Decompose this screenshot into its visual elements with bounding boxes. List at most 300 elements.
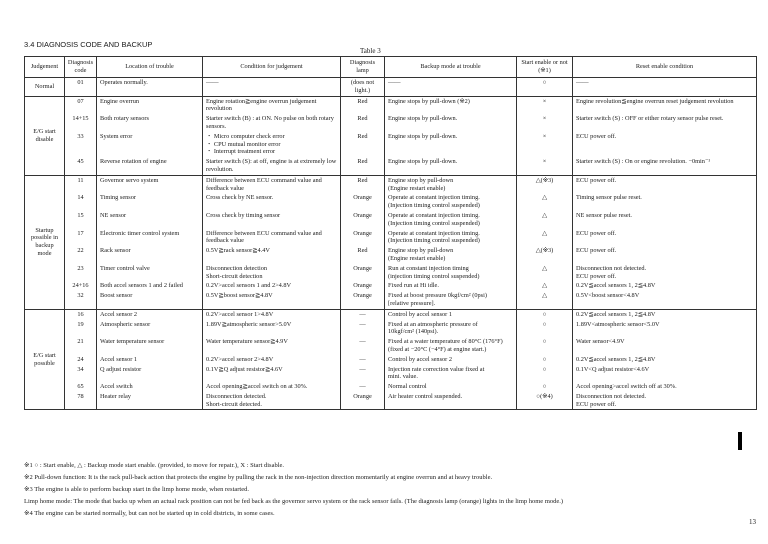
location-cell — [97, 193, 203, 211]
location-cell-line: Accel sensor 1 — [100, 355, 138, 363]
start-cell — [517, 320, 573, 338]
table-row — [25, 211, 757, 229]
backup-cell-line: Engine stop by pull-down — [388, 176, 454, 184]
code-cell — [65, 78, 97, 97]
header-location: Location of trouble — [97, 57, 203, 78]
backup-cell-line: Control by accel sensor 2 — [388, 355, 453, 363]
lamp-cell-line: — — [359, 365, 366, 373]
backup-cell-line: Fixed at boost pressure 0kgf/cm² (0psi) — [388, 292, 487, 300]
code-cell-line: 16 — [77, 310, 84, 318]
code-cell — [65, 193, 97, 211]
reset-cell — [573, 264, 757, 282]
reset-cell-line: Water sensor<4.9V — [576, 338, 625, 346]
lamp-cell — [341, 291, 385, 309]
backup-cell-line: (Engine restart enable) — [388, 184, 446, 192]
table-row — [25, 382, 757, 392]
start-cell — [517, 264, 573, 282]
start-cell-line: △ — [542, 229, 547, 237]
condition-cell — [203, 175, 341, 193]
condition-cell-line: 0.2V>accel sensor 2>4.8V — [206, 355, 274, 363]
judgement-cell: E/G start disable — [25, 96, 65, 175]
condition-cell — [203, 132, 341, 157]
reset-cell — [573, 175, 757, 193]
start-cell-line: ○ — [542, 383, 547, 391]
code-cell-line: 14 — [77, 194, 84, 202]
judgement-cell: E/G start possible — [25, 309, 65, 410]
lamp-cell-line: Orange — [353, 392, 372, 400]
location-cell-line: Atmospheric sensor — [100, 320, 151, 328]
start-cell — [517, 78, 573, 97]
location-cell-line: Electronic timer control system — [100, 229, 180, 237]
diagnosis-table — [24, 56, 757, 410]
lamp-cell — [341, 392, 385, 410]
code-cell — [65, 309, 97, 319]
lamp-cell-line: Red — [357, 158, 368, 166]
reset-cell — [573, 78, 757, 97]
location-cell-line: Engine overrun — [100, 97, 139, 105]
condition-cell — [203, 114, 341, 132]
location-cell — [97, 114, 203, 132]
reset-cell — [573, 355, 757, 365]
code-cell — [65, 392, 97, 410]
reset-cell — [573, 320, 757, 338]
code-cell-line: 24 — [77, 355, 84, 363]
condition-cell-line: 0.5V≧boost sensor≧4.8V — [206, 292, 273, 300]
code-cell — [65, 365, 97, 383]
start-cell-line: ○ — [542, 79, 547, 86]
backup-cell-line: (Injection timing control suspended) — [388, 219, 480, 227]
backup-cell — [385, 264, 517, 282]
start-cell-line: ○ — [542, 365, 547, 373]
condition-cell — [203, 309, 341, 319]
condition-cell — [203, 337, 341, 355]
code-cell — [65, 175, 97, 193]
reset-cell — [573, 211, 757, 229]
code-cell-line: 22 — [77, 247, 84, 255]
reset-cell — [573, 96, 757, 114]
start-cell-line: ○ — [542, 338, 547, 346]
lamp-cell — [341, 281, 385, 291]
condition-cell-line: Cross check by NE sensor. — [206, 194, 274, 202]
location-cell-line: Operates normally. — [100, 79, 148, 86]
location-cell — [97, 382, 203, 392]
backup-cell-line: Run at constant injection timing — [388, 264, 469, 272]
code-cell — [65, 96, 97, 114]
backup-cell-line: (Injection timing control suspended) — [388, 237, 480, 245]
location-cell-line: Accel sensor 2 — [100, 310, 138, 318]
code-cell — [65, 337, 97, 355]
code-cell — [65, 114, 97, 132]
reset-cell — [573, 291, 757, 309]
table-caption: Table 3 — [360, 47, 381, 55]
reset-cell — [573, 246, 757, 264]
backup-cell-line: Engine stops by pull-down. — [388, 158, 458, 166]
footnote: ※2 Pull-down function: It is the rack pull-back action that protects the engine by pulling the rack in the non-injection direction momentarily at engine overrun and at heavy trouble. — [24, 474, 493, 481]
start-cell — [517, 193, 573, 211]
location-cell-line: Reverse rotation of engine — [100, 158, 167, 166]
lamp-cell — [341, 114, 385, 132]
start-cell-line: △(※3) — [535, 247, 554, 255]
condition-cell — [203, 355, 341, 365]
lamp-cell-line: — — [359, 320, 366, 328]
start-cell — [517, 175, 573, 193]
reset-cell-line: 0.2V≦accel sensors 1, 2≦4.8V — [576, 310, 656, 318]
code-cell — [65, 355, 97, 365]
section-title: 3.4 DIAGNOSIS CODE AND BACKUP — [24, 40, 153, 49]
start-cell — [517, 246, 573, 264]
judgement-cell: Normal — [25, 78, 65, 97]
code-cell-line: 23 — [77, 264, 84, 272]
table-row — [25, 78, 757, 97]
condition-cell-line: —— — [206, 79, 219, 86]
start-cell — [517, 392, 573, 410]
reset-cell-line: —— — [576, 79, 589, 86]
backup-cell — [385, 309, 517, 319]
lamp-cell-line: Orange — [353, 229, 372, 237]
condition-cell-line: Disconnection detection — [206, 264, 268, 272]
reset-cell-line: Starter switch (S) : On or engine revolution. −0min⁻¹ — [576, 158, 711, 166]
code-cell-line: 45 — [77, 158, 84, 166]
lamp-cell — [341, 264, 385, 282]
code-cell-line: 11 — [77, 176, 84, 184]
code-cell-line: 65 — [77, 383, 84, 391]
backup-cell-line: (injection timing control suspended) — [388, 272, 480, 280]
location-cell-line: Boost sensor — [100, 292, 133, 300]
condition-cell-line: ・ CPU mutual monitor error — [206, 140, 281, 148]
lamp-cell-line: — — [359, 310, 366, 318]
lamp-cell — [341, 229, 385, 247]
code-cell — [65, 382, 97, 392]
condition-cell — [203, 281, 341, 291]
lamp-cell — [341, 382, 385, 392]
code-cell-line: 33 — [77, 132, 84, 140]
condition-cell — [203, 320, 341, 338]
backup-cell-line: 10kgf/cm² (140psi). — [388, 328, 439, 336]
start-cell-line: △ — [542, 194, 547, 202]
header-judgement: Judgement — [25, 57, 65, 78]
reset-cell-line: Timing sensor pulse reset. — [576, 194, 642, 202]
header-start: Start enable or not (※1) — [517, 57, 573, 78]
reset-cell-line: 1.89V<atmospheric sensor<5.0V — [576, 320, 660, 328]
backup-cell-line: Normal control — [388, 383, 427, 391]
code-cell-line: 24+16 — [72, 282, 89, 290]
condition-cell-line: 0.1V≧Q adjust resistor≧4.6V — [206, 365, 283, 373]
location-cell — [97, 96, 203, 114]
margin-mark — [738, 432, 742, 450]
start-cell-line: △ — [542, 292, 547, 300]
table-row — [25, 309, 757, 319]
reset-cell — [573, 392, 757, 410]
start-cell — [517, 132, 573, 157]
table-row — [25, 392, 757, 410]
start-cell — [517, 291, 573, 309]
table-row — [25, 193, 757, 211]
table-row — [25, 281, 757, 291]
location-cell — [97, 246, 203, 264]
start-cell — [517, 211, 573, 229]
reset-cell-line: 0.5V<boost sensor<4.8V — [576, 292, 640, 300]
backup-cell-line: Fixed at an atmospheric pressure of — [388, 320, 478, 328]
condition-cell — [203, 365, 341, 383]
backup-cell-line: (Engine restart enable) — [388, 254, 446, 262]
code-cell-line: 78 — [77, 392, 84, 400]
lamp-cell-line: Orange — [353, 282, 372, 290]
condition-cell-line: Starter switch (B) : at ON. No pulse on both rotary sensors. — [206, 115, 334, 130]
backup-cell — [385, 246, 517, 264]
location-cell-line: Timer control valve — [100, 264, 150, 272]
table-row — [25, 365, 757, 383]
location-cell — [97, 175, 203, 193]
lamp-cell — [341, 193, 385, 211]
start-cell-line: ○ — [542, 320, 547, 328]
backup-cell — [385, 193, 517, 211]
reset-cell-line: Disconnection not detected. — [576, 392, 647, 400]
condition-cell — [203, 193, 341, 211]
backup-cell-line: [relative pressure]. — [388, 299, 436, 307]
lamp-cell-line: Orange — [353, 194, 372, 202]
lamp-cell — [341, 365, 385, 383]
reset-cell — [573, 309, 757, 319]
condition-cell — [203, 211, 341, 229]
code-cell — [65, 281, 97, 291]
lamp-cell-line: Red — [357, 97, 368, 105]
footnote: ※1 ○ : Start enable, △ : Backup mode start enable. (provided, to move for repair.), X : Start disable. — [24, 462, 285, 469]
lamp-cell-line: Red — [357, 176, 368, 184]
start-cell — [517, 157, 573, 175]
reset-cell — [573, 337, 757, 355]
location-cell-line: System error — [100, 132, 133, 140]
reset-cell — [573, 229, 757, 247]
condition-cell-line: Engine rotation≧engine overrun judgement revolution — [206, 97, 317, 113]
table-row — [25, 132, 757, 157]
reset-cell-line: ECU power off. — [576, 272, 617, 280]
condition-cell — [203, 382, 341, 392]
reset-cell — [573, 193, 757, 211]
backup-cell — [385, 392, 517, 410]
location-cell-line: Accel switch — [100, 383, 133, 391]
reset-cell-line: 0.2V≦accel sensors 1, 2≦4.8V — [576, 355, 656, 363]
backup-cell — [385, 175, 517, 193]
backup-cell-line: Engine stop by pull-down — [388, 247, 454, 255]
start-cell — [517, 114, 573, 132]
condition-cell-line: Difference between ECU command value and feedback value — [206, 176, 322, 192]
table-row — [25, 291, 757, 309]
location-cell — [97, 264, 203, 282]
location-cell-line: Both accel sensors 1 and 2 failed — [100, 282, 183, 290]
lamp-cell — [341, 320, 385, 338]
reset-cell-line: ECU power off. — [576, 229, 617, 237]
location-cell — [97, 392, 203, 410]
lamp-cell — [341, 246, 385, 264]
start-cell-line: × — [542, 132, 547, 140]
header-lamp: Diagnosis lamp — [341, 57, 385, 78]
lamp-cell-line: Red — [357, 115, 368, 123]
reset-cell-line: ECU power off. — [576, 247, 617, 255]
condition-cell-line: Disconnection detected. — [206, 392, 267, 400]
table-row — [25, 337, 757, 355]
location-cell — [97, 291, 203, 309]
backup-cell-line: Fixed run at Hi idle. — [388, 282, 439, 290]
location-cell-line: Both rotary sensors — [100, 115, 149, 123]
reset-cell — [573, 281, 757, 291]
reset-cell-line: ECU power off. — [576, 400, 617, 408]
start-cell-line: △(※3) — [535, 176, 554, 184]
table-row — [25, 229, 757, 247]
backup-cell — [385, 291, 517, 309]
start-cell — [517, 337, 573, 355]
condition-cell — [203, 96, 341, 114]
reset-cell — [573, 132, 757, 157]
header-code: Diagnosis code — [65, 57, 97, 78]
location-cell — [97, 132, 203, 157]
code-cell — [65, 320, 97, 338]
footnote: ※3 The engine is able to perform backup start in the limp home mode, when restarted. — [24, 486, 249, 493]
backup-cell — [385, 281, 517, 291]
condition-cell — [203, 264, 341, 282]
location-cell-line: Timing sensor — [100, 194, 136, 202]
code-cell — [65, 229, 97, 247]
table-row — [25, 96, 757, 114]
condition-cell-line: 1.89V≧atmospheric sensor>5.0V — [206, 320, 292, 328]
table-row — [25, 175, 757, 193]
condition-cell-line: 0.2V>accel sensors 1 and 2>4.8V — [206, 282, 292, 290]
page-number: 13 — [749, 518, 756, 526]
lamp-cell-line: Red — [357, 132, 368, 140]
backup-cell — [385, 355, 517, 365]
lamp-cell-line: Orange — [353, 264, 372, 272]
code-cell-line: 19 — [77, 320, 84, 328]
header-condition: Condition for judgement — [203, 57, 341, 78]
reset-cell-line: NE sensor pulse reset. — [576, 211, 632, 219]
reset-cell-line: ECU power off. — [576, 176, 617, 184]
lamp-cell — [341, 309, 385, 319]
table-row — [25, 246, 757, 264]
backup-cell-line: (fixed at −20°C (−4°F) at engine start.) — [388, 345, 487, 353]
lamp-cell-line: Orange — [353, 211, 372, 219]
start-cell-line: △ — [542, 264, 547, 272]
start-cell-line: ○(※4) — [536, 392, 553, 400]
location-cell-line: Governor servo system — [100, 176, 159, 184]
condition-cell-line: ・ Micro computer check error — [206, 132, 285, 140]
start-cell — [517, 229, 573, 247]
backup-cell — [385, 365, 517, 383]
reset-cell-line: ECU power off. — [576, 132, 617, 140]
code-cell-line: 17 — [77, 229, 84, 237]
backup-cell — [385, 229, 517, 247]
code-cell-line: 14+15 — [72, 115, 89, 123]
reset-cell-line: 0.1V<Q adjust resistor<4.6V — [576, 365, 650, 373]
backup-cell-line: Injection rate correction value fixed at — [388, 365, 485, 373]
lamp-cell — [341, 337, 385, 355]
backup-cell — [385, 132, 517, 157]
start-cell-line: ○ — [542, 355, 547, 363]
judgement-cell: Startup possible in backup mode — [25, 175, 65, 309]
code-cell — [65, 157, 97, 175]
table-body — [25, 78, 757, 410]
reset-cell — [573, 365, 757, 383]
condition-cell — [203, 246, 341, 264]
backup-cell-line: Engine stops by pull-down (※2) — [388, 97, 470, 105]
backup-cell-line: mini. value. — [388, 373, 418, 381]
location-cell — [97, 355, 203, 365]
condition-cell-line: Water temperature sensor≧4.9V — [206, 338, 288, 346]
lamp-cell — [341, 355, 385, 365]
backup-cell — [385, 320, 517, 338]
code-cell-line: 21 — [77, 338, 84, 346]
condition-cell-line: 0.2V>accel sensor 1>4.8V — [206, 310, 274, 318]
reset-cell-line: Engine revolution≦engine overrun reset judgement revolution — [576, 97, 734, 105]
condition-cell-line: Difference between ECU command value and feedback value — [206, 229, 322, 245]
code-cell — [65, 291, 97, 309]
lamp-cell — [341, 175, 385, 193]
code-cell-line: 15 — [77, 211, 84, 219]
table-row — [25, 157, 757, 175]
condition-cell — [203, 157, 341, 175]
header-backup: Backup mode at trouble — [385, 57, 517, 78]
start-cell-line: × — [542, 115, 547, 123]
lamp-cell-line: (does not light.) — [350, 79, 375, 94]
reset-cell — [573, 157, 757, 175]
backup-cell — [385, 114, 517, 132]
lamp-cell — [341, 157, 385, 175]
start-cell-line: ○ — [542, 310, 547, 318]
location-cell — [97, 281, 203, 291]
lamp-cell-line: — — [359, 355, 366, 363]
backup-cell — [385, 96, 517, 114]
backup-cell-line: Operate at constant injection timing. — [388, 194, 480, 202]
code-cell — [65, 246, 97, 264]
code-cell-line: 34 — [77, 365, 84, 373]
start-cell-line: × — [542, 97, 547, 105]
start-cell — [517, 281, 573, 291]
condition-cell — [203, 78, 341, 97]
condition-cell-line: Short-circuit detected. — [206, 400, 262, 408]
condition-cell — [203, 229, 341, 247]
footnotes — [24, 460, 744, 520]
start-cell — [517, 96, 573, 114]
lamp-cell — [341, 96, 385, 114]
start-cell — [517, 365, 573, 383]
location-cell — [97, 157, 203, 175]
backup-cell-line: Control by accel sensor 1 — [388, 310, 453, 318]
location-cell — [97, 365, 203, 383]
start-cell — [517, 309, 573, 319]
code-cell — [65, 211, 97, 229]
condition-cell-line: Short-circuit detection — [206, 272, 263, 280]
backup-cell — [385, 337, 517, 355]
header-reset: Reset enable condition — [573, 57, 757, 78]
code-cell-line: 07 — [77, 97, 84, 105]
lamp-cell-line: Orange — [353, 292, 372, 300]
location-cell-line: Water temperature sensor — [100, 338, 165, 346]
condition-cell-line: Starter switch (S): at off, engine is at extremely low revolution. — [206, 158, 337, 173]
start-cell-line: × — [542, 158, 547, 166]
backup-cell-line: (Injection timing control suspended) — [388, 202, 480, 210]
reset-cell — [573, 382, 757, 392]
backup-cell-line: Fixed at a water temperature of 80°C (176°F) — [388, 338, 503, 346]
condition-cell — [203, 291, 341, 309]
lamp-cell — [341, 78, 385, 97]
lamp-cell — [341, 132, 385, 157]
lamp-cell-line: — — [359, 338, 366, 346]
reset-cell-line: Disconnection not detected. — [576, 264, 647, 272]
lamp-cell-line: Red — [357, 247, 368, 255]
code-cell — [65, 264, 97, 282]
condition-cell-line: 0.5V≧rack sensor≧4.4V — [206, 247, 270, 255]
code-cell — [65, 132, 97, 157]
start-cell-line: △ — [542, 211, 547, 219]
condition-cell-line: Cross check by timing sensor — [206, 211, 281, 219]
